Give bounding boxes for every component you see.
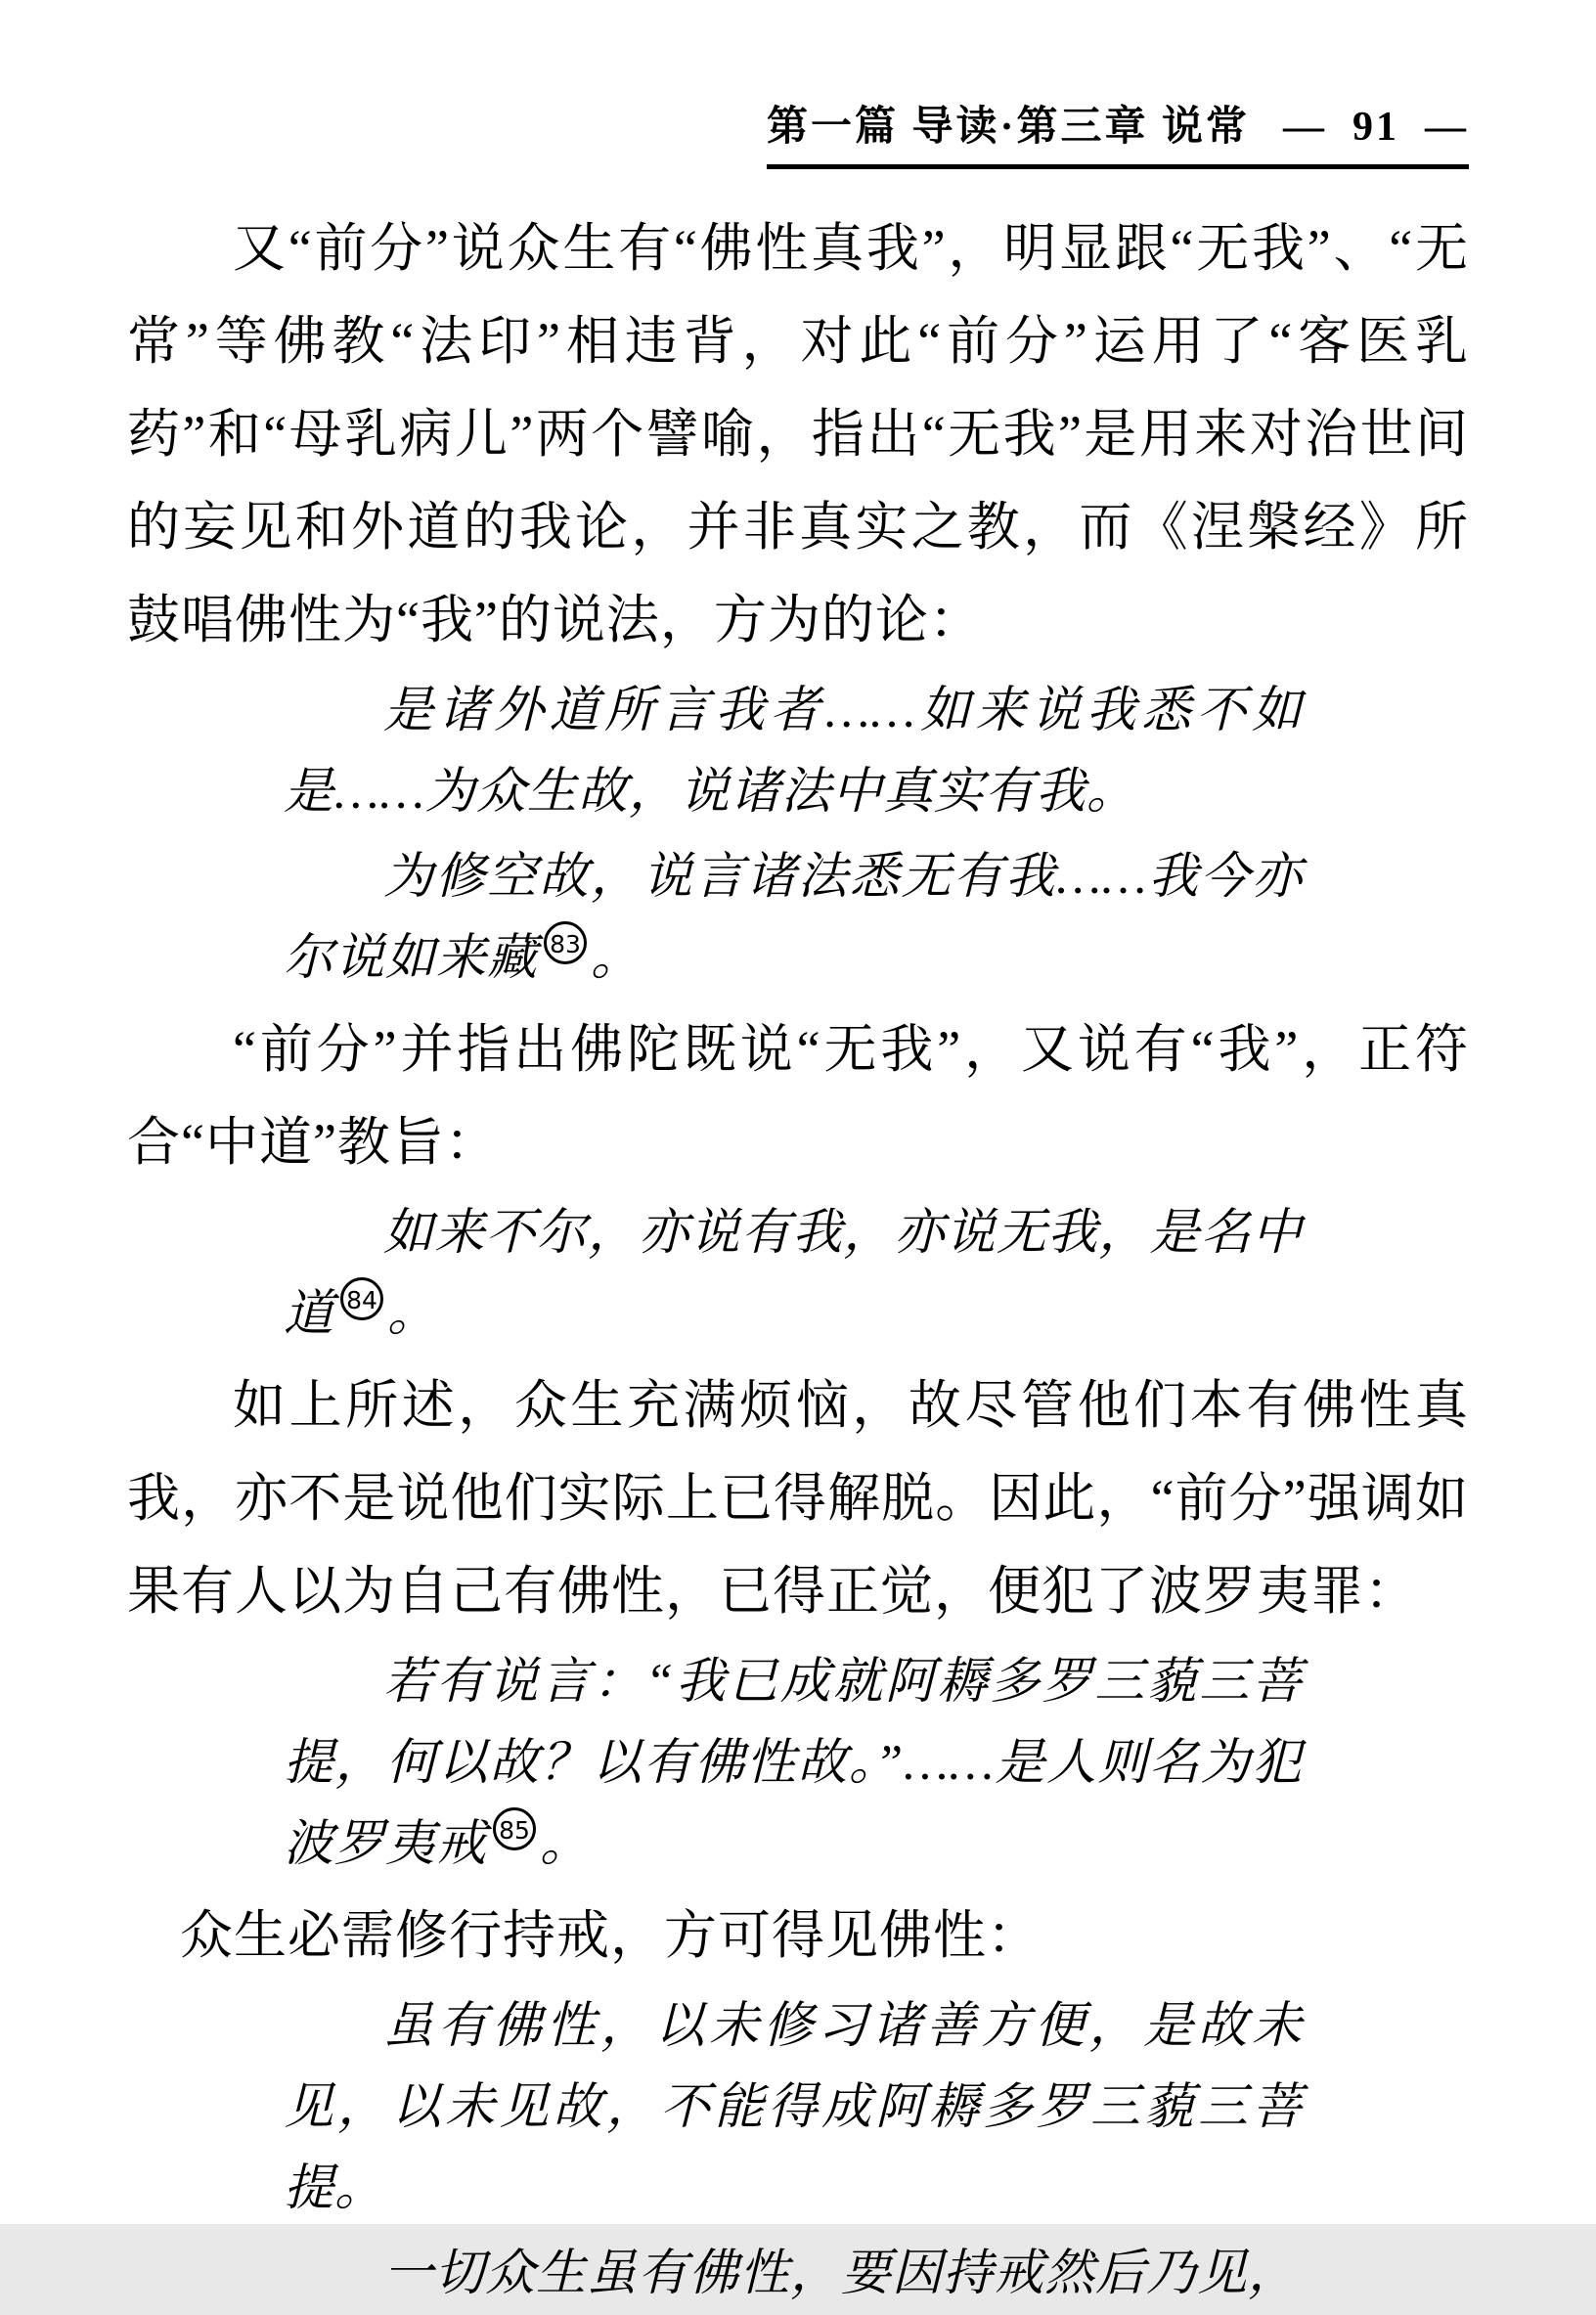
quote-paragraph: 为修空故，说言诸法悉无有我……我今亦尔说如来藏 83 。 [284,850,1303,986]
running-header [767,94,1469,169]
page-number-dash-right: — [1425,105,1469,150]
quote-paragraph: 若有说言：“我已成就阿耨多罗三藐三菩提，何以故？以有佛性故。”……是人则名为犯波罗夷戒 85 。 [284,1655,1303,1872]
page-number: 91 [1352,105,1399,150]
quote-paragraph: 一切众生虽有佛性，要因持戒然后乃见， [383,2247,1300,2301]
page-header [127,94,1469,169]
body-paragraph: 如上所述，众生充满烦恼，故尽管他们本有佛性真我，亦不是说他们实际上已得解脱。因此，“前分”强调如果有人以为自己有佛性，已得正觉，便犯了波罗夷罪： [127,1376,1469,1621]
header-title: 第一篇 导读·第三章 说常 [766,105,1250,150]
body-paragraph: 又“前分”说众生有“佛性真我”，明显跟“无我”、“无常”等佛教“法印”相违背，对此“前分”运用了“客医乳药”和“母乳病儿”两个譬喻，指出“无我”是用来对治世间的妄见和外道的我论，并非真实之教，而《涅槃经》所鼓唱佛性为“我”的说法，方为的论： [127,219,1469,649]
page-body [127,202,1469,2315]
quote-paragraph: 是诸外道所言我者……如来说我悉不如是……为众生故，说诸法中真实有我。 [284,684,1303,820]
footnote-marker: 85 [493,1807,536,1850]
quote-paragraph: 如来不尔，亦说有我，亦说无我，是名中道 84 。 [284,1206,1303,1342]
body-paragraph: 众生必需修行持戒，方可得见佛性： [180,1906,1041,1965]
body-paragraph: “前分”并指出佛陀既说“无我”，又说有“我”，正符合“中道”教旨： [127,1020,1469,1172]
footnote-marker: 84 [340,1277,383,1320]
footnote-marker: 83 [544,921,587,964]
quote-paragraph: 虽有佛性，以未修习诸善方便，是故未见，以未见故，不能得成阿耨多罗三藐三菩提。 [284,1999,1303,2216]
page-number-dash-left: — [1283,105,1327,150]
